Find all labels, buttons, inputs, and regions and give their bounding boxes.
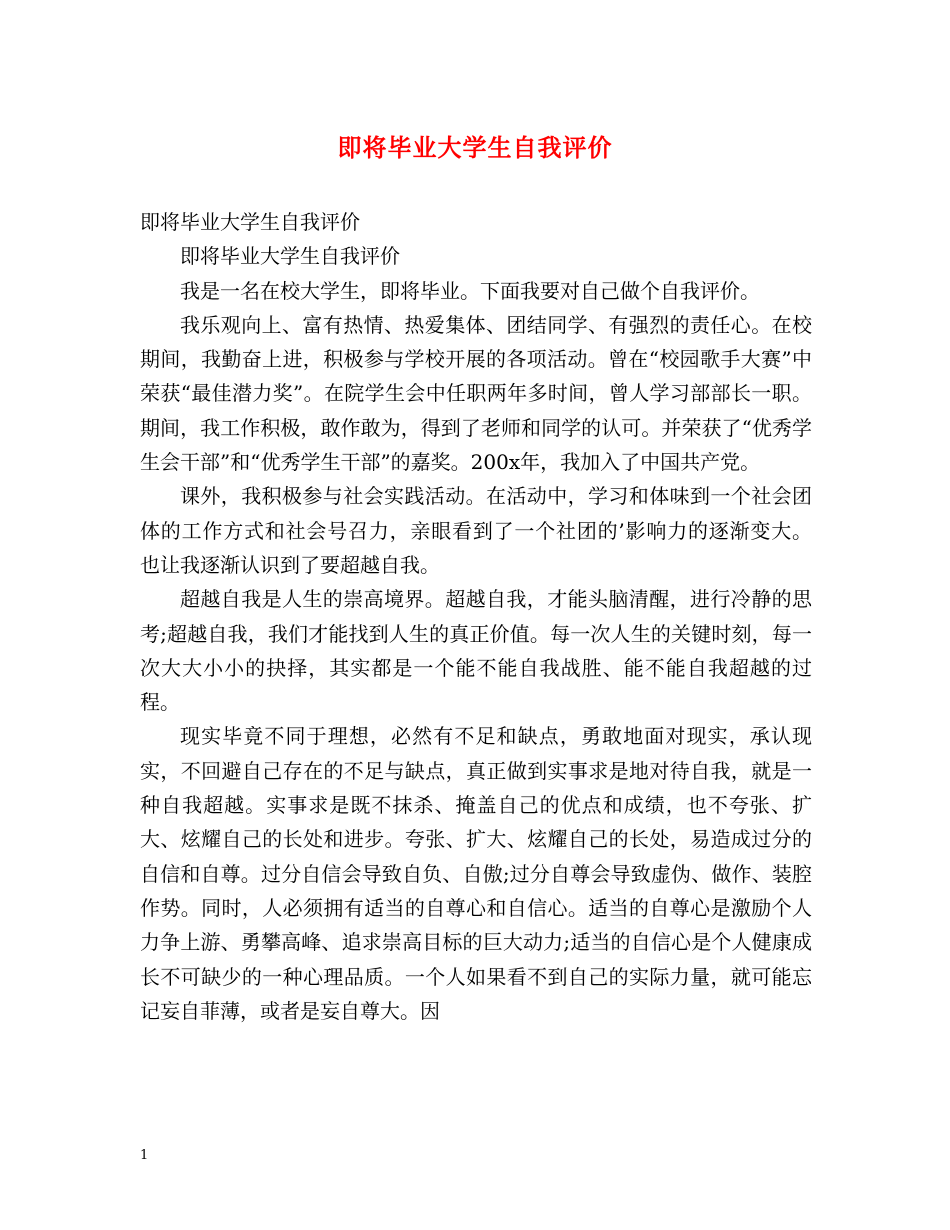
document-body <box>140 205 812 1028</box>
paragraph-social-practice: 课外，我积极参与社会实践活动。在活动中，学习和体味到一个社会团体的工作方式和社会号召力，亲眼看到了一个社团的’影响力的逐渐变大。 也让我逐渐认识到了要超越自我。 <box>140 484 812 577</box>
document-title: 即将毕业大学生自我评价 <box>337 133 613 162</box>
page-number: 1 <box>140 1148 149 1163</box>
paragraph-reality: 现实毕竟不同于理想，必然有不足和缺点，勇敢地面对现实，承认现实，不回避自己存在的不足与缺点，真正做到实事求是地对待自我，就是一种自我超越。实事求是既不抹杀、掩盖自己的优点和成绩，也不夸张、扩大、炫耀自己的长处和进步。夸张、扩大、炫耀自己的长处，易造成过分的自信和自尊。过分自信会导致自负、自傲;过分自尊会导致虚伪、做作、装腔作势。同时，人必须拥有适当的自尊心和自信心。适当的自尊心是激励个人力争上游、勇攀高峰、追求崇高目标的巨大动力;适当的自信心是个人健康成长不可缺少的一种心理品质。一个人如果看不到自己的实际力量，就可能忘记妄自菲薄，或者是妄自尊大。因 <box>140 724 812 1023</box>
paragraph-self-transcendence: 超越自我是人生的崇高境界。超越自我，才能头脑清醒，进行冷静的思考;超越自我，我们才能找到人生的真正价值。每一次人生的关键时刻，每一次大大小小的抉择，其实都是一个能不能自我战胜、能不能自我超越的过程。 <box>140 587 812 715</box>
paragraph-subheading: 即将毕业大学生自我评价 <box>180 244 400 269</box>
paragraph-intro: 我是一名在校大学生，即将毕业。下面我要对自己做个自我评价。 <box>180 278 760 303</box>
paragraph-personality: 我乐观向上、富有热情、热爱集体、团结同学、有强烈的责任心。在校期间，我勤奋上进，积极参与学校开展的各项活动。曾在“校园歌手大赛”中荣获“最佳潜力奖”。在院学生会中任职两年多时间，曾人学习部部长一职。期间，我工作积极，敢作敢为，得到了老师和同学的认可。并荣获了“优秀学生会干部”和“优秀学生干部”的嘉奖。200x年，我加入了中国共产党。 <box>140 312 812 475</box>
paragraph-heading: 即将毕业大学生自我评价 <box>140 210 360 234</box>
